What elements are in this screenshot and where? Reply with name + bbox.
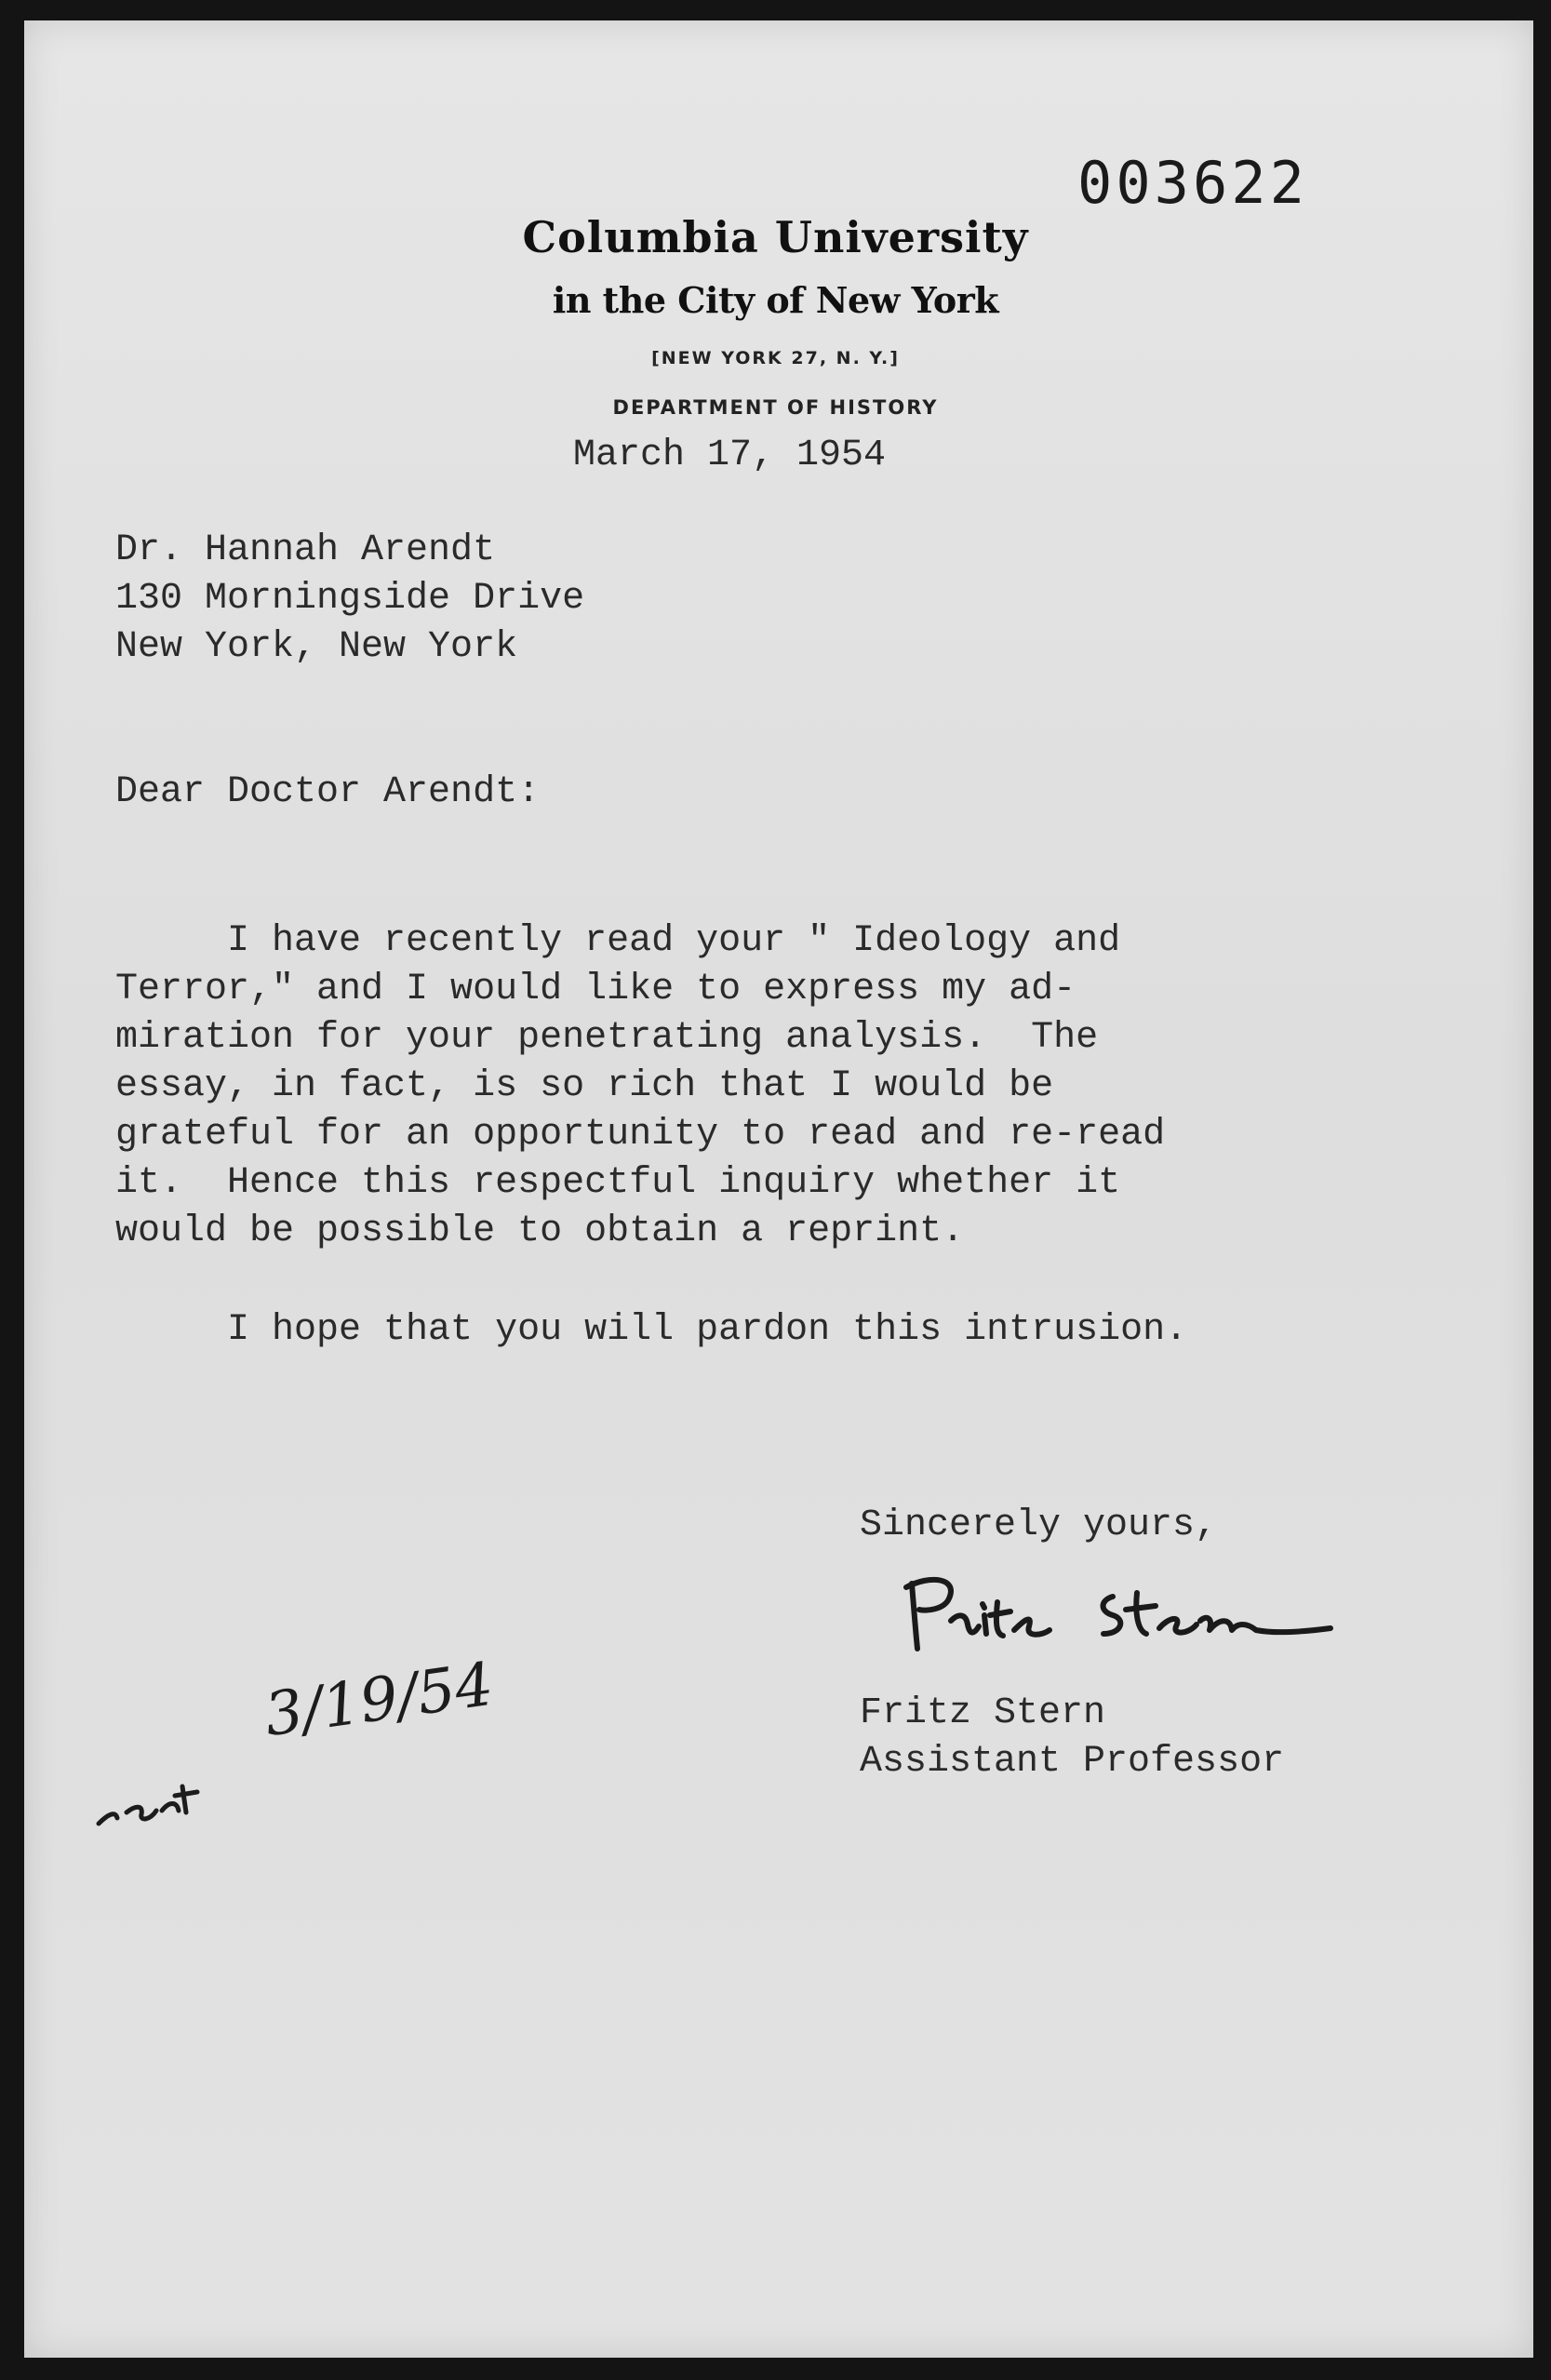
body-paragraph-2: I hope that you will pardon this intrusion.	[115, 1309, 1188, 1351]
handwritten-date: 3/19/54	[261, 1650, 498, 1751]
closing: Sincerely yours,	[860, 1504, 1218, 1546]
letterhead-address: [NEW YORK 27, N. Y.]	[651, 348, 900, 368]
recipient-line: New York, New York	[115, 626, 518, 668]
body-line: grateful for an opportunity to read and re-read	[115, 1114, 1166, 1156]
recipient-line: Dr. Hannah Arendt	[115, 529, 496, 571]
signer-name: Fritz Stern	[860, 1692, 1106, 1734]
archive-number: 003622	[1077, 149, 1308, 217]
letterhead-city: in the City of New York	[552, 279, 999, 321]
body-line: I have recently read your " Ideology and	[115, 920, 1121, 962]
body-line: it. Hence this respectful inquiry whether it	[115, 1162, 1121, 1204]
letterhead-department: DEPARTMENT OF HISTORY	[612, 396, 939, 419]
recipient-line: 130 Morningside Drive	[115, 578, 585, 620]
salutation: Dear Doctor Arendt:	[115, 771, 541, 813]
body-paragraph-1	[115, 917, 1165, 1256]
body-line: would be possible to obtain a reprint.	[115, 1210, 965, 1252]
body-line: essay, in fact, is so rich that I would be	[115, 1065, 1054, 1107]
body-line: miration for your penetrating analysis. The	[115, 1017, 1099, 1059]
recipient-address	[115, 527, 584, 672]
handwritten-signature	[893, 1556, 1358, 1667]
letterhead-university-name: Columbia University	[522, 212, 1029, 262]
signer-title: Assistant Professor	[860, 1741, 1285, 1783]
letter-date: March 17, 1954	[573, 435, 887, 476]
body-line: Terror," and I would like to express my ad-	[115, 969, 1076, 1010]
